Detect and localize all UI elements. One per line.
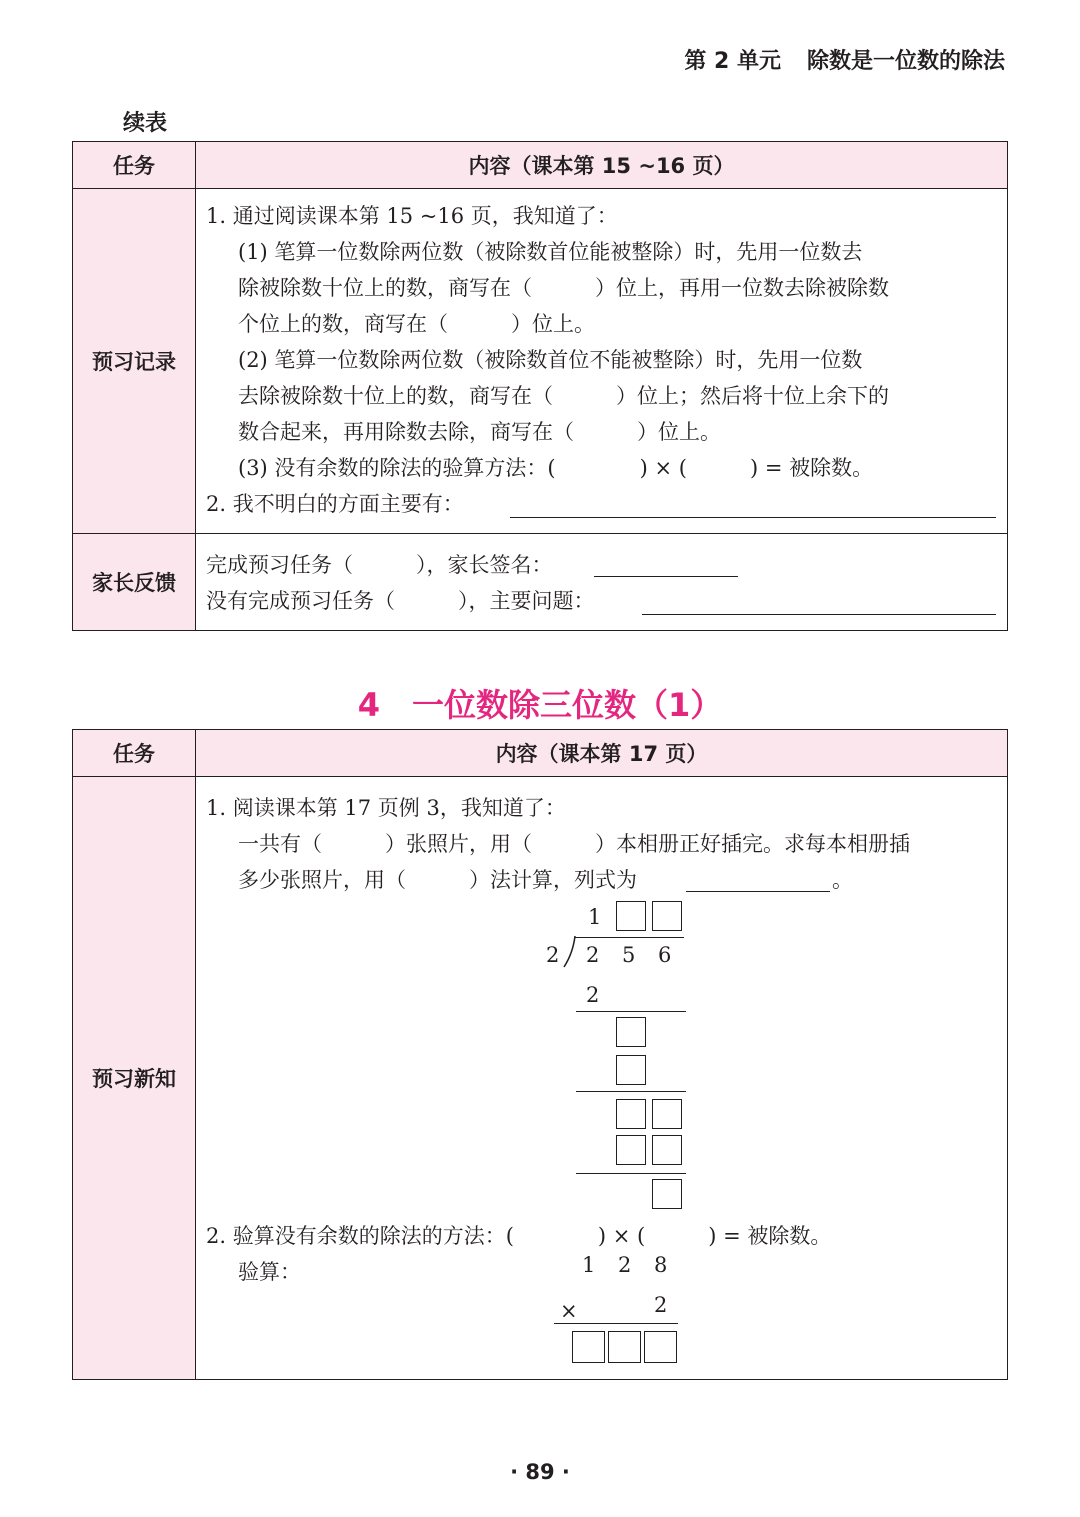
text-line: 多少张照片，用（ ）法计算，列式为 — [238, 868, 637, 892]
times-sign: × — [560, 1299, 578, 1323]
text-line: 2. 验算没有余数的除法的方法：( ) × ( ) = 被除数。 — [206, 1224, 832, 1248]
subtraction-line — [576, 1173, 686, 1174]
col-header-content: 内容（课本第 17 页） — [196, 730, 1008, 777]
col-header-task: 任务 — [73, 142, 196, 189]
header-title: 除数是一位数的除法 — [806, 49, 1005, 74]
subtraction-line — [576, 1011, 686, 1012]
equation-underline[interactable] — [686, 891, 830, 892]
multiplier-digit: 2 — [654, 1293, 668, 1317]
answer-box[interactable] — [616, 901, 646, 931]
answer-box[interactable] — [644, 1331, 677, 1363]
text-line: 个位上的数，商写在（ ）位上。 — [238, 312, 595, 336]
text-line: (3) 没有余数的除法的验算方法：( ) × ( ) = 被除数。 — [238, 456, 874, 480]
text-line: 没有完成预习任务（ ），主要问题： — [206, 589, 595, 613]
page-number: · 89 · — [510, 1460, 570, 1484]
answer-underline[interactable] — [510, 517, 996, 518]
text-line: 除被除数十位上的数，商写在（ ）位上，再用一位数去除被除数 — [238, 276, 889, 300]
row-label-preview-record: 预习记录 — [73, 189, 196, 534]
parent-feedback-content — [196, 534, 1008, 631]
text-line: 1. 阅读课本第 17 页例 3，我知道了： — [206, 796, 566, 820]
col-header-task: 任务 — [73, 730, 196, 777]
dividend-digit: 2 — [586, 943, 600, 967]
page-header — [0, 44, 1005, 75]
signature-underline[interactable] — [594, 576, 738, 577]
answer-box[interactable] — [652, 1179, 682, 1209]
header-unit: 第 2 单元 — [684, 49, 781, 74]
text-line: 去除被除数十位上的数，商写在（ ）位上；然后将十位上余下的 — [238, 384, 889, 408]
answer-box[interactable] — [616, 1135, 646, 1165]
answer-box[interactable] — [572, 1331, 605, 1363]
text-line: (1) 笔算一位数除两位数（被除数首位能被整除）时，先用一位数去 — [238, 240, 863, 264]
text-line: 验算： — [238, 1260, 301, 1284]
text-line: 2. 我不明白的方面主要有： — [206, 492, 464, 516]
text-line: 。 — [832, 868, 853, 892]
product-line — [554, 1323, 678, 1324]
answer-box[interactable] — [616, 1017, 646, 1047]
answer-box[interactable] — [616, 1099, 646, 1129]
answer-box[interactable] — [652, 1099, 682, 1129]
vinculum — [574, 937, 684, 938]
text-line: 完成预习任务（ ），家长签名： — [206, 553, 553, 577]
text-line: 1. 通过阅读课本第 15 ~16 页，我知道了： — [206, 204, 618, 228]
division-bracket — [562, 935, 578, 969]
preview-new-content — [196, 777, 1008, 1380]
multiplicand-digit: 1 — [582, 1253, 596, 1277]
row-label-preview-new: 预习新知 — [73, 777, 196, 1380]
quotient-digit: 1 — [588, 905, 602, 929]
product-digit: 2 — [586, 983, 600, 1007]
answer-box[interactable] — [608, 1331, 641, 1363]
col-header-content: 内容（课本第 15 ~16 页） — [196, 142, 1008, 189]
preview-table-1 — [72, 141, 1008, 631]
text-line: 一共有（ ）张照片，用（ ）本相册正好插完。求每本相册插 — [238, 832, 910, 856]
row-label-parent-feedback: 家长反馈 — [73, 534, 196, 631]
preview-table-2 — [72, 729, 1008, 1380]
text-line: 数合起来，再用除数去除，商写在（ ）位上。 — [238, 420, 721, 444]
multiplicand-digit: 8 — [654, 1253, 668, 1277]
answer-box[interactable] — [616, 1055, 646, 1085]
subtraction-line — [576, 1091, 686, 1092]
text-line: (2) 笔算一位数除两位数（被除数首位不能被整除）时，先用一位数 — [238, 348, 863, 372]
preview-record-content — [196, 189, 1008, 534]
dividend-digit: 6 — [658, 943, 672, 967]
divisor-digit: 2 — [546, 943, 560, 967]
answer-box[interactable] — [652, 1135, 682, 1165]
problem-underline[interactable] — [642, 614, 996, 615]
dividend-digit: 5 — [622, 943, 636, 967]
section-title: 4 一位数除三位数（1） — [357, 686, 723, 724]
answer-box[interactable] — [652, 901, 682, 931]
continued-label: 续表 — [123, 111, 168, 136]
multiplicand-digit: 2 — [618, 1253, 632, 1277]
